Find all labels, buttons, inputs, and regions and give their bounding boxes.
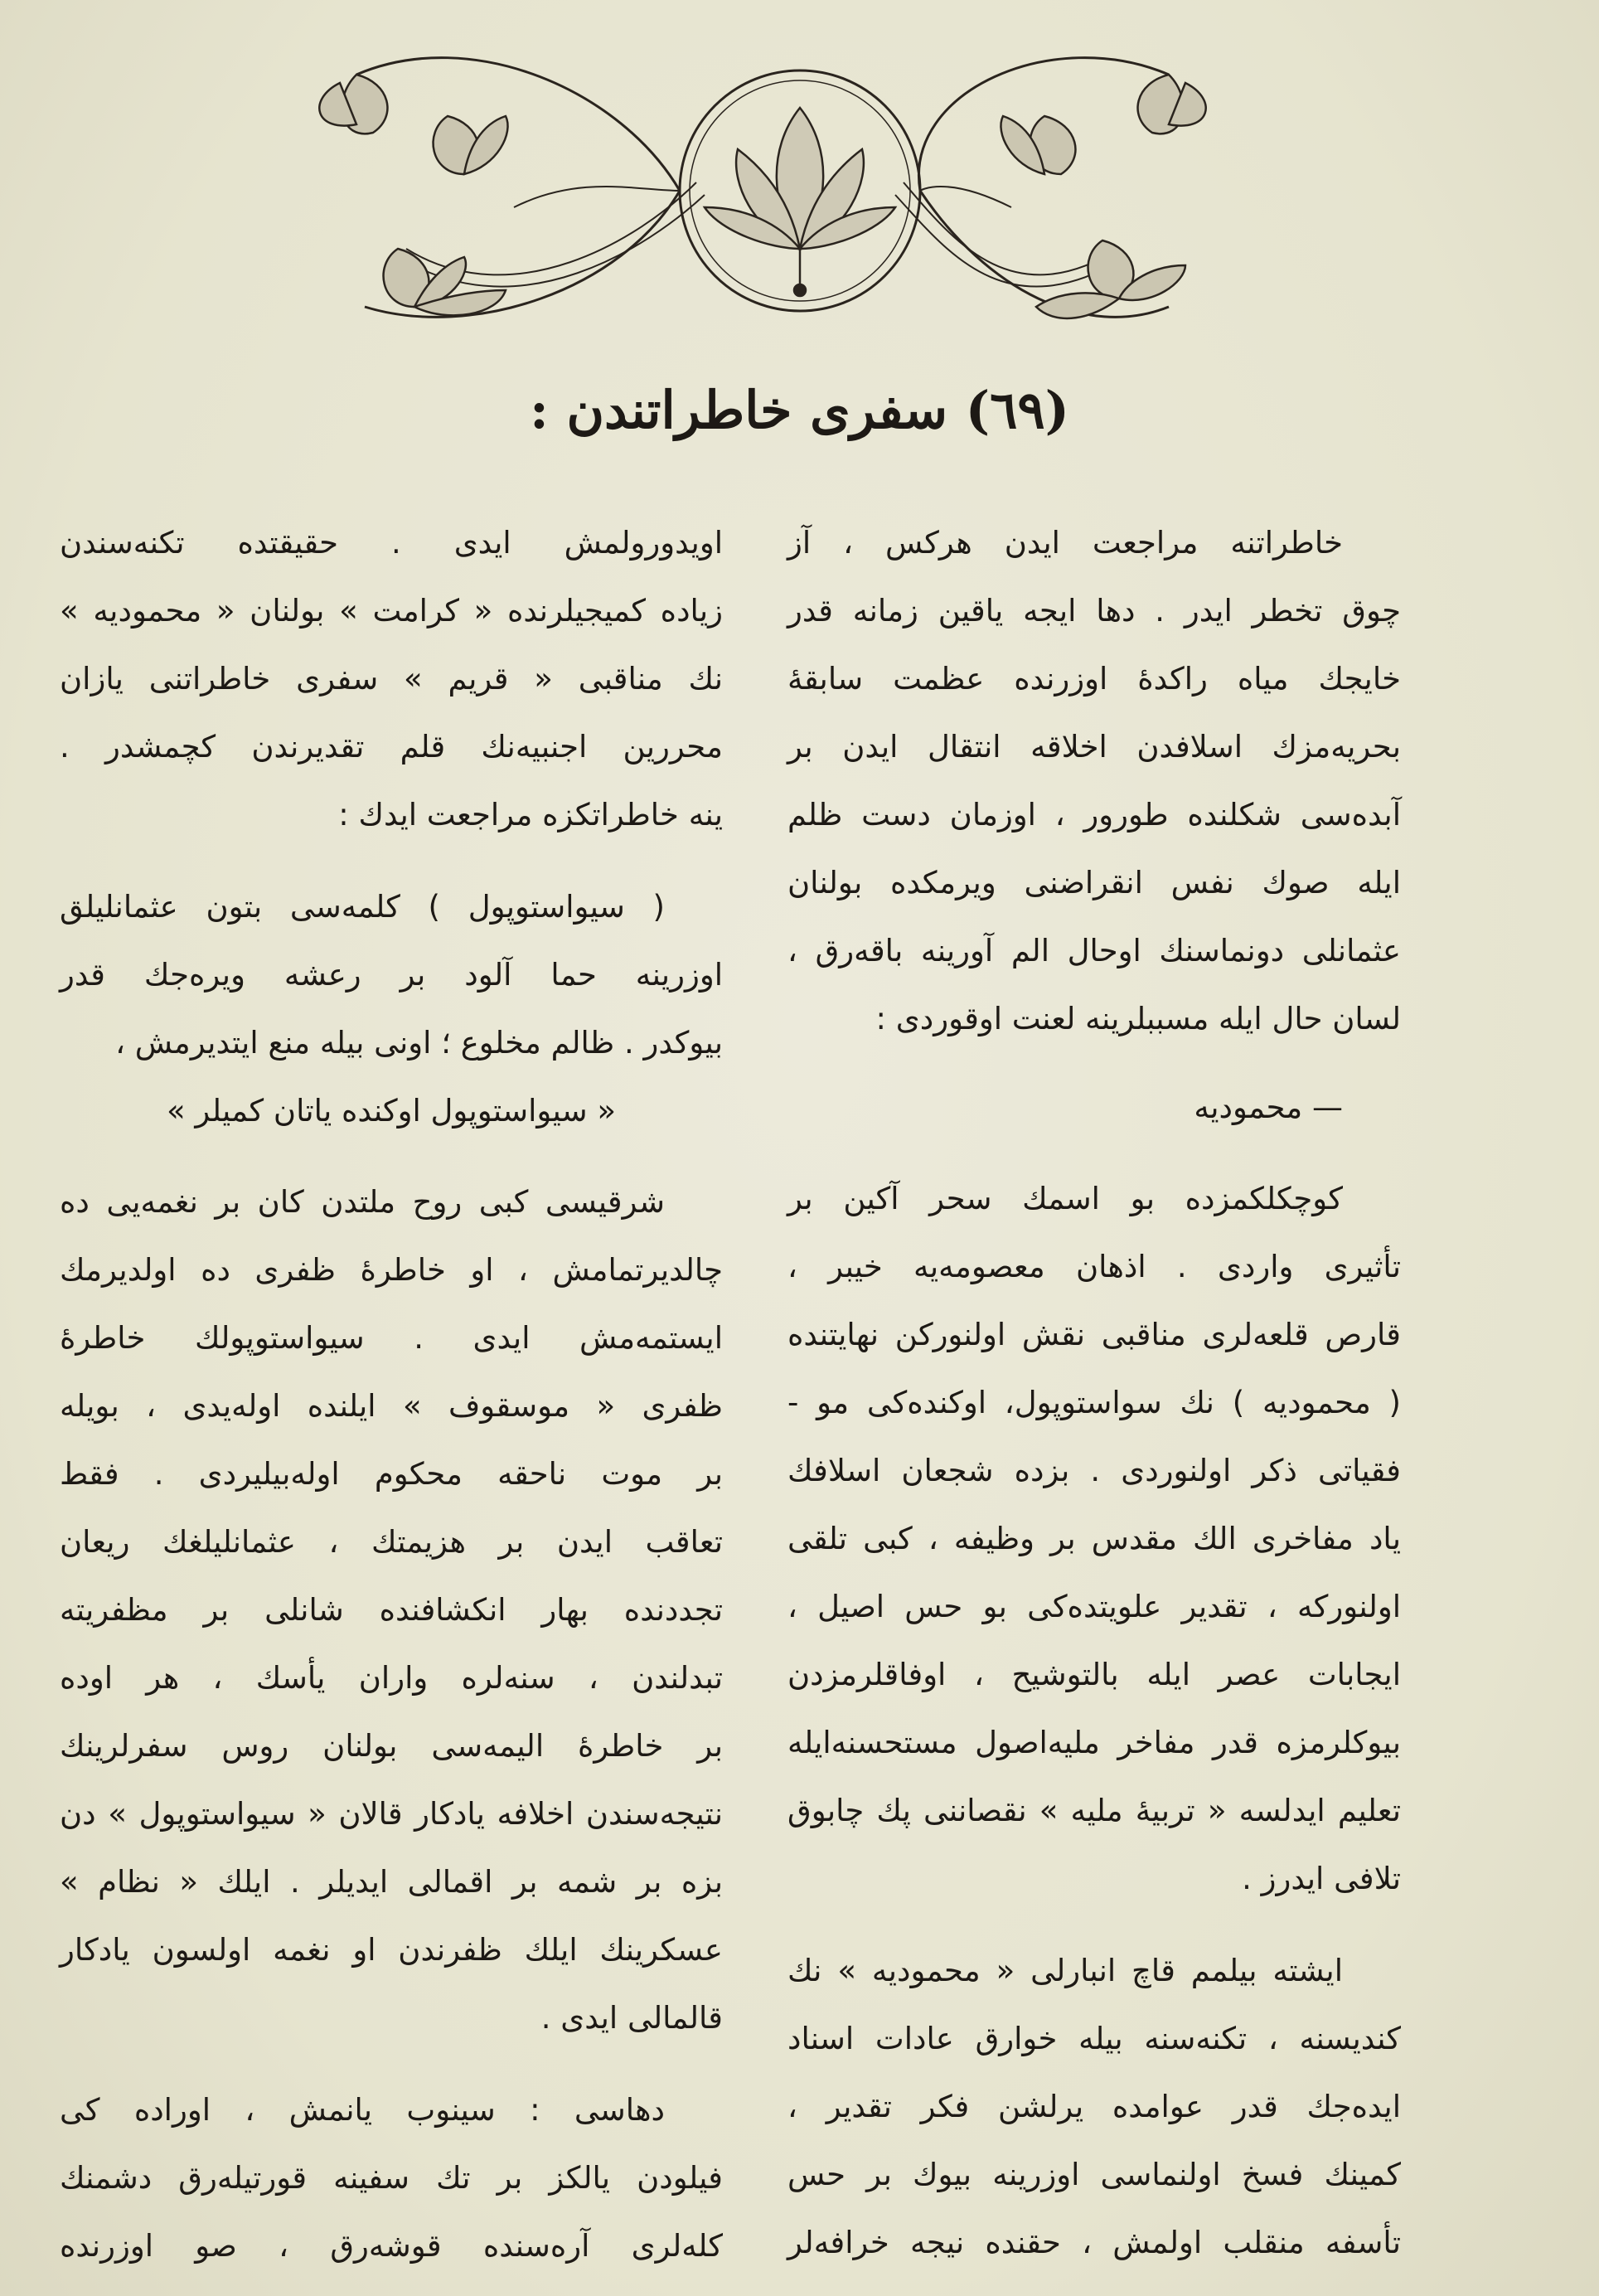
left-text-column [60,0,723,2296]
text-line: تلافی ایدرز . [1242,1861,1401,1897]
text-line: عسكرینك ایلك ظفرندن او نغمه اولسون یادكار [60,1932,723,1968]
article-title: (٦٩) سفری خاطراتندن : [529,380,1070,440]
text-line: قارص قلعه‌لری مناقبی نقش اولنوركن نهایتنده [787,1317,1401,1353]
text-line: بر خاطرهٔ الیمه‌سی بولنان روس سفرلرینك [60,1728,723,1764]
text-line: ( سیواستوپول ) كلمه‌سی بتون عثمانلیلق [60,888,665,925]
text-line: محررین اجنبیه‌نك قلم تقدیرندن كچمشدر . [60,729,723,765]
text-line: تأثیری واردی . اذهان معصومه‌یه خیبر ، [787,1249,1401,1285]
text-line: ظفری « موسقوف » ایلنده اوله‌یدی ، بویله [60,1388,723,1425]
text-line: كله‌لری آره‌سنده قوشه‌رق ، صو اوزرنده [60,2228,723,2264]
text-line: یاد مفاخری الك مقدس بر وظیفه ، كبی تلقی [787,1521,1401,1557]
text-line: چوق تخطر ایدر . دها ایجه یاقین زمانه قدر [787,593,1401,629]
text-line: قالمالی ایدی . [540,2000,723,2036]
text-line: اولنوركه ، تقدیر علویتده‌كی بو حس اصیل ، [787,1589,1401,1625]
text-line: ایله صوك نفس انقراضنی ویرمكده بولنان [787,865,1401,900]
text-line: عثمانلی دونماسنك اوحال الم آورینه باقه‌رق ، [787,933,1401,968]
text-line: فیلودن یالكز بر تك سفینه قورتیله‌رق دشمنك [60,2160,723,2196]
quoted-song-title: « سیواستوپول اوكنده یاتان كمیلر » [166,1092,617,1129]
text-line: اوزرینه حما آلود بر رعشه ویره‌جك قدر [60,956,723,993]
text-line: آبده‌سی شكلنده طورور ، اوزمان دست ظلم [787,797,1401,832]
right-text-column [787,0,1401,2296]
text-line: ایستمه‌مش ایدی . سیواستوپولك خاطرهٔ [60,1320,723,1357]
text-line: بحریه‌مزك اسلافدن اخلاقه انتقال ایدن بر [787,729,1401,765]
text-line: اویدورولمش ایدی . حقیقتده تكنه‌سندن [60,525,723,561]
text-line: چالدیرتمامش ، او خاطرهٔ ظفری ده اولدیرمك [60,1252,723,1289]
text-line: بر موت ناحقه محكوم اوله‌بیلیردی . فقط [60,1456,723,1493]
text-line: كمینك فسخ اولنماسی اوزرینه بیوك بر حس [787,2157,1401,2192]
text-line: بیوكدر . ظالم مخلوع ؛ اونی بیله منع ایتدیرمش ، [115,1024,723,1061]
text-line: خایجك میاه راكدهٔ اوزرنده عظمت سابقهٔ [787,661,1401,697]
text-line: خاطراتنه مراجعت ایدن هركس ، آز [787,525,1343,561]
text-line: تبدلندن ، سنه‌لره واران یأسك ، هر اوده [60,1660,723,1697]
text-line: تأسفه منقلب اولمش ، حقنده نیجه خرافه‌لر [787,2225,1401,2260]
text-line: تعاقب ایدن بر هزیمتك ، عثمانلیلغك ریعان [60,1524,723,1561]
text-line: فقیاتی ذكر اولنوردی . بزده شجعان اسلافك [787,1453,1401,1489]
text-line: كندیسنه ، تكنه‌سنه بیله خوارق عادات اسناد [787,2021,1401,2056]
text-line: ینه خاطراتكزه مراجعت ایدك : [338,797,723,832]
text-line: نك مناقبی « قریم » سفری خاطراتنی یازان [60,661,723,697]
text-line: زیاده كمیجیلرنده « كرامت » بولنان « محمودیه » [60,593,723,629]
text-line: تجددنده بهار انكشافنده شانلی بر مظفریته [60,1592,723,1629]
text-line: دهاسی : سینوب یانمش ، اوراده كی [60,2092,665,2129]
text-line: بزه بر شمه بر اقمالی ایدیلر . ایلك « نظام » [60,1864,723,1900]
text-line: لسان حال ایله مسببلرینه لعنت اوقوردی : [875,1001,1401,1036]
text-line: بیوكلرمزه قدر مفاخر ملیه‌اصول مستحسنه‌ایله [787,1725,1401,1761]
text-line: تعلیم ایدلسه « تربیهٔ ملیه » نقصاننی پك چابوق [787,1793,1401,1829]
text-line: ایشته بیلمم قاچ انبارلی « محمودیه » نك [787,1953,1343,1988]
section-heading: — محمودیه [1194,1089,1343,1125]
text-line: نتیجه‌سندن اخلافه یادكار قالان « سیواستوپول » دن [60,1796,723,1832]
text-line: ( محمودیه ) نك سواستوپول، اوكنده‌كی مو - [787,1385,1401,1421]
text-line: ایده‌جك قدر عوامده یرلشن فكر تقدیر ، [787,2089,1401,2124]
text-line: كوچكلكمزده بو اسمك سحر آكین بر [787,1181,1343,1217]
text-line: ایجابات عصر ایله بالتوشیح ، اوفاقلرمزدن [787,1657,1401,1693]
text-line: شرقیسی كبی روح ملتدن كان بر نغمه‌یی ده [60,1184,665,1221]
